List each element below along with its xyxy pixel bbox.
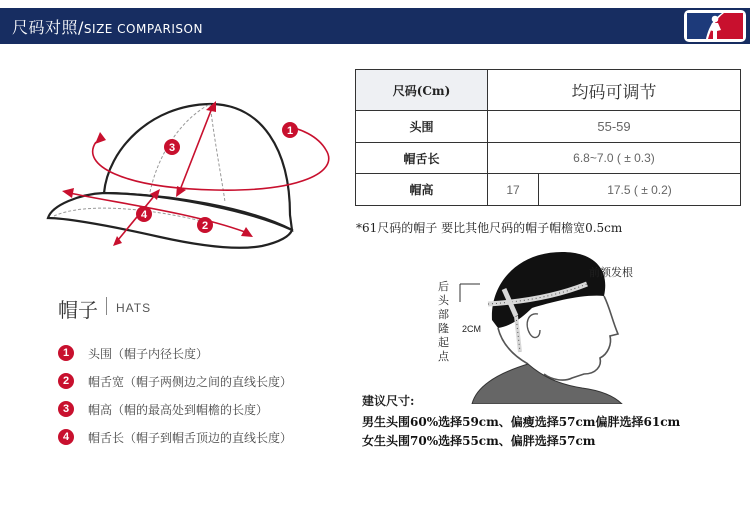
hats-subtitle: HATS	[116, 301, 152, 315]
table-header-value: 均码可调节	[488, 70, 741, 111]
cap-marker-2	[197, 217, 213, 233]
legend-number-4: 4	[58, 429, 74, 445]
table-cell-value-b: 17.5 ( ± 0.2)	[539, 174, 741, 206]
table-header-label: 尺码(Cm)	[356, 70, 488, 111]
table-cell-value: 55-59	[488, 111, 741, 143]
svg-text:1: 1	[286, 125, 294, 137]
cap-marker-4	[136, 206, 152, 222]
recommendation-female: 女生头围70%选择55cm、偏胖选择57cm	[362, 434, 596, 448]
table-row	[356, 70, 741, 111]
occipital-label: 后头部隆起点	[438, 280, 449, 363]
svg-text:4: 4	[140, 209, 148, 221]
forehead-label: 前额发根	[589, 266, 633, 279]
table-row	[356, 174, 741, 206]
table-cell-label: 头围	[356, 111, 488, 143]
table-row	[356, 143, 741, 174]
header-title-cn: 尺码对照/	[12, 18, 84, 37]
legend-text-1: 头围（帽子内径长度）	[88, 347, 209, 361]
hats-divider	[106, 297, 107, 315]
table-cell-value: 6.8~7.0 ( ± 0.3)	[488, 143, 741, 174]
size-table	[355, 69, 741, 206]
mlb-logo-icon	[684, 10, 746, 42]
hats-title: 帽子	[58, 298, 98, 322]
svg-text:2: 2	[201, 220, 209, 232]
legend-number-1: 1	[58, 345, 74, 361]
two-cm-label: 2CM	[462, 324, 482, 334]
svg-text:3: 3	[168, 142, 176, 154]
header-title-en: SIZE COMPARISON	[83, 22, 203, 36]
recommendation-male: 男生头围60%选择59cm、偏瘦选择57cm偏胖选择61cm	[362, 415, 681, 429]
table-cell-label: 帽舌长	[356, 143, 488, 174]
legend-text-4: 帽舌长（帽子到帽舌顶边的直线长度）	[88, 431, 293, 445]
recommendation-title: 建议尺寸:	[362, 394, 415, 408]
table-row	[356, 111, 741, 143]
legend-text-3: 帽高（帽的最高处到帽檐的长度）	[88, 403, 269, 417]
header-title	[12, 15, 203, 38]
legend-text-2: 帽舌宽（帽子两侧边之间的直线长度）	[88, 375, 293, 389]
cap-marker-3	[164, 139, 180, 155]
table-cell-value-a: 17	[488, 174, 539, 206]
header-bar	[0, 8, 750, 44]
cap-marker-1	[282, 122, 298, 138]
legend-number-2: 2	[58, 373, 74, 389]
legend-number-3: 3	[58, 401, 74, 417]
brim-note: *61尺码的帽子 要比其他尺码的帽子帽檐宽0.5cm	[356, 221, 623, 235]
table-cell-label: 帽高	[356, 174, 488, 206]
cap-diagram	[40, 90, 340, 265]
